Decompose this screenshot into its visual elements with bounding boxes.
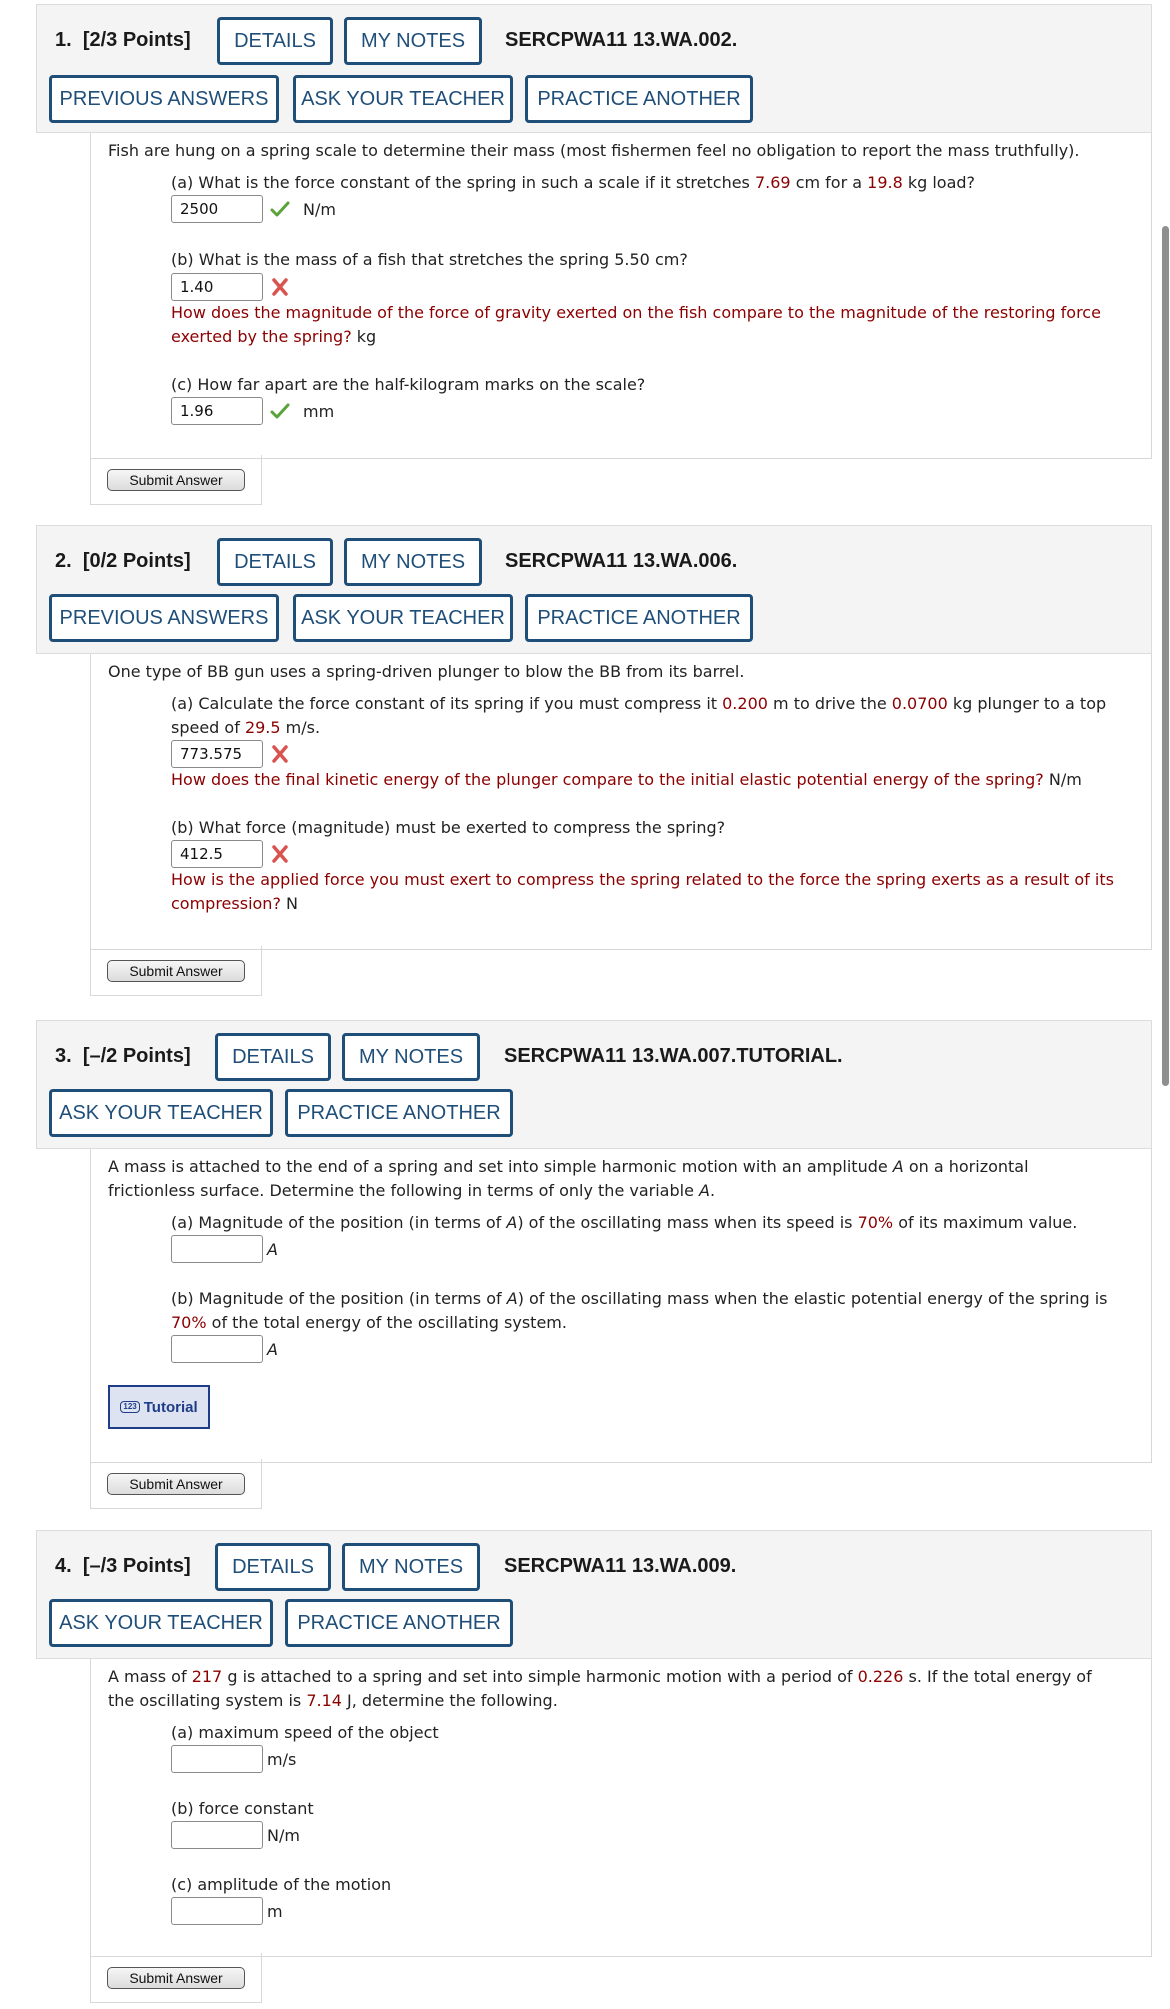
part-b-unit: N xyxy=(286,894,298,913)
part-c-prompt: (c) amplitude of the motion xyxy=(171,1875,392,1894)
part-a-answer-input[interactable] xyxy=(171,1745,263,1773)
part-a-hint: How does the final kinetic energy of the plunger compare to the initial elastic potential energy of the spring? N/m xyxy=(171,770,1082,789)
submit-answer-button[interactable]: Submit Answer xyxy=(107,1967,245,1989)
part-b-answer-input[interactable]: 1.40 xyxy=(171,273,263,301)
part-a-answer-row xyxy=(171,740,291,768)
part-c-answer-row xyxy=(171,397,334,425)
question-number: 3. [–/2 Points] xyxy=(55,1045,191,1067)
part-b-answer-row xyxy=(171,1335,278,1363)
x-mark-icon xyxy=(269,844,291,864)
previous-answers-button[interactable]: PREVIOUS ANSWERS xyxy=(49,594,279,642)
part-a-answer-input[interactable] xyxy=(171,1235,263,1263)
part-c-prompt: (c) How far apart are the half-kilogram marks on the scale? xyxy=(171,375,646,394)
part-c-answer-row xyxy=(171,1897,283,1925)
my-notes-button[interactable]: MY NOTES xyxy=(344,538,482,586)
question-number: 4. [–/3 Points] xyxy=(55,1555,191,1577)
part-b-answer-input[interactable] xyxy=(171,1335,263,1363)
question-points: [–/2 Points] xyxy=(82,1045,191,1067)
part-c-unit: mm xyxy=(303,401,335,421)
part-a-prompt: (a) What is the force constant of the spring in such a scale if it stretches 7.69 cm for a 19.8 kg load? xyxy=(171,173,976,192)
tutorial-label: Tutorial xyxy=(143,1398,198,1416)
question-points: [2/3 Points] xyxy=(82,29,191,51)
part-b-answer-row xyxy=(171,273,291,301)
x-mark-icon xyxy=(269,744,291,764)
question-3-header xyxy=(36,1020,1152,1149)
x-mark-icon xyxy=(269,277,291,297)
part-a-prompt: (a) maximum speed of the object xyxy=(171,1723,439,1742)
practice-another-button[interactable]: PRACTICE ANOTHER xyxy=(285,1599,513,1647)
part-b-prompt: (b) Magnitude of the position (in terms of A) of the oscillating mass when the elastic potential energy of the spring is 70% of the total energy of the oscillating system. xyxy=(171,1289,1108,1332)
submit-answer-button[interactable]: Submit Answer xyxy=(107,960,245,982)
part-b-unit: kg xyxy=(356,327,377,346)
question-3-body xyxy=(90,1149,1152,1463)
part-b-answer-input[interactable] xyxy=(171,1821,263,1849)
part-b-unit: N/m xyxy=(267,1825,300,1845)
scrollbar-thumb[interactable] xyxy=(1162,226,1169,1086)
part-a-unit: N/m xyxy=(1048,770,1082,789)
practice-another-button[interactable]: PRACTICE ANOTHER xyxy=(525,75,753,123)
question-text: Fish are hung on a spring scale to determine their mass (most fishermen feel no obligation to report the mass truthfully). xyxy=(108,141,1080,160)
details-button[interactable]: DETAILS xyxy=(215,1033,331,1081)
vertical-scrollbar[interactable] xyxy=(1160,0,1170,2009)
details-button[interactable]: DETAILS xyxy=(215,1543,331,1591)
question-code: SERCPWA11 13.WA.002. xyxy=(505,29,738,51)
submit-area xyxy=(90,1459,262,1509)
part-b-hint: How is the applied force you must exert to compress the spring related to the force the spring exerts as a result of its compression? N xyxy=(171,870,1114,913)
part-b-prompt: (b) What is the mass of a fish that stretches the spring 5.50 cm? xyxy=(171,250,688,269)
ask-your-teacher-button[interactable]: ASK YOUR TEACHER xyxy=(49,1599,273,1647)
question-4-header xyxy=(36,1530,1152,1659)
checkmark-icon xyxy=(269,401,291,421)
submit-area xyxy=(90,1953,262,2003)
question-code: SERCPWA11 13.WA.007.TUTORIAL. xyxy=(504,1045,843,1067)
question-number: 1. [2/3 Points] xyxy=(55,29,191,51)
part-a-answer-row xyxy=(171,1235,278,1263)
submit-answer-button[interactable]: Submit Answer xyxy=(107,1473,245,1495)
question-points: [–/3 Points] xyxy=(82,1555,191,1577)
my-notes-button[interactable]: MY NOTES xyxy=(342,1543,480,1591)
ask-your-teacher-button[interactable]: ASK YOUR TEACHER xyxy=(293,75,513,123)
question-2-header xyxy=(36,525,1152,654)
details-button[interactable]: DETAILS xyxy=(217,17,333,65)
part-b-answer-row xyxy=(171,840,291,868)
question-text: A mass of 217 g is attached to a spring and set into simple harmonic motion with a period of 0.226 s. If the total energy of the oscillating system is 7.14 J, determine the following. xyxy=(108,1667,1092,1710)
part-b-answer-input[interactable]: 412.5 xyxy=(171,840,263,868)
question-text: One type of BB gun uses a spring-driven plunger to blow the BB from its barrel. xyxy=(108,662,745,681)
question-number: 2. [0/2 Points] xyxy=(55,550,191,572)
part-a-answer-row xyxy=(171,195,336,223)
ask-your-teacher-button[interactable]: ASK YOUR TEACHER xyxy=(49,1089,273,1137)
part-a-prompt: (a) Magnitude of the position (in terms of A) of the oscillating mass when its speed is 70% of its maximum value. xyxy=(171,1213,1078,1232)
submit-answer-button[interactable]: Submit Answer xyxy=(107,469,245,491)
part-a-unit: N/m xyxy=(303,199,336,219)
question-code: SERCPWA11 13.WA.006. xyxy=(505,550,738,572)
question-1-header xyxy=(36,4,1152,133)
practice-another-button[interactable]: PRACTICE ANOTHER xyxy=(285,1089,513,1137)
previous-answers-button[interactable]: PREVIOUS ANSWERS xyxy=(49,75,279,123)
my-notes-button[interactable]: MY NOTES xyxy=(342,1033,480,1081)
part-b-prompt: (b) force constant xyxy=(171,1799,314,1818)
question-text: A mass is attached to the end of a spring and set into simple harmonic motion with an amplitude A on a horizontal frictionless surface. Determine the following in terms of only the variable A. xyxy=(108,1157,1029,1200)
part-c-unit: m xyxy=(267,1901,283,1921)
checkmark-icon xyxy=(269,199,291,219)
my-notes-button[interactable]: MY NOTES xyxy=(344,17,482,65)
part-b-prompt: (b) What force (magnitude) must be exerted to compress the spring? xyxy=(171,818,726,837)
part-a-answer-input[interactable]: 2500 xyxy=(171,195,263,223)
part-a-prompt: (a) Calculate the force constant of its spring if you must compress it 0.200 m to drive the 0.0700 kg plunger to a top speed of 29.5 m/s. xyxy=(171,694,1107,737)
question-2-body xyxy=(90,654,1152,950)
part-a-answer-row xyxy=(171,1745,296,1773)
part-a-unit: A xyxy=(267,1239,278,1259)
question-4-body xyxy=(90,1659,1152,1957)
part-a-unit: m/s xyxy=(267,1749,297,1769)
tutorial-button[interactable] xyxy=(108,1385,210,1429)
part-a-answer-input[interactable]: 773.575 xyxy=(171,740,263,768)
ask-your-teacher-button[interactable]: ASK YOUR TEACHER xyxy=(293,594,513,642)
part-b-hint: How does the magnitude of the force of gravity exerted on the fish compare to the magnitude of the restoring force exerted by the spring? kg xyxy=(171,303,1101,346)
question-points: [0/2 Points] xyxy=(82,550,191,572)
question-code: SERCPWA11 13.WA.009. xyxy=(504,1555,737,1577)
practice-another-button[interactable]: PRACTICE ANOTHER xyxy=(525,594,753,642)
part-c-answer-input[interactable] xyxy=(171,1897,263,1925)
submit-area xyxy=(90,946,262,996)
submit-area xyxy=(90,455,262,505)
part-b-answer-row xyxy=(171,1821,300,1849)
question-1-body xyxy=(90,133,1152,459)
part-c-answer-input[interactable]: 1.96 xyxy=(171,397,263,425)
details-button[interactable]: DETAILS xyxy=(217,538,333,586)
part-b-unit: A xyxy=(267,1339,278,1359)
tutorial-icon: 123 xyxy=(120,1401,139,1413)
